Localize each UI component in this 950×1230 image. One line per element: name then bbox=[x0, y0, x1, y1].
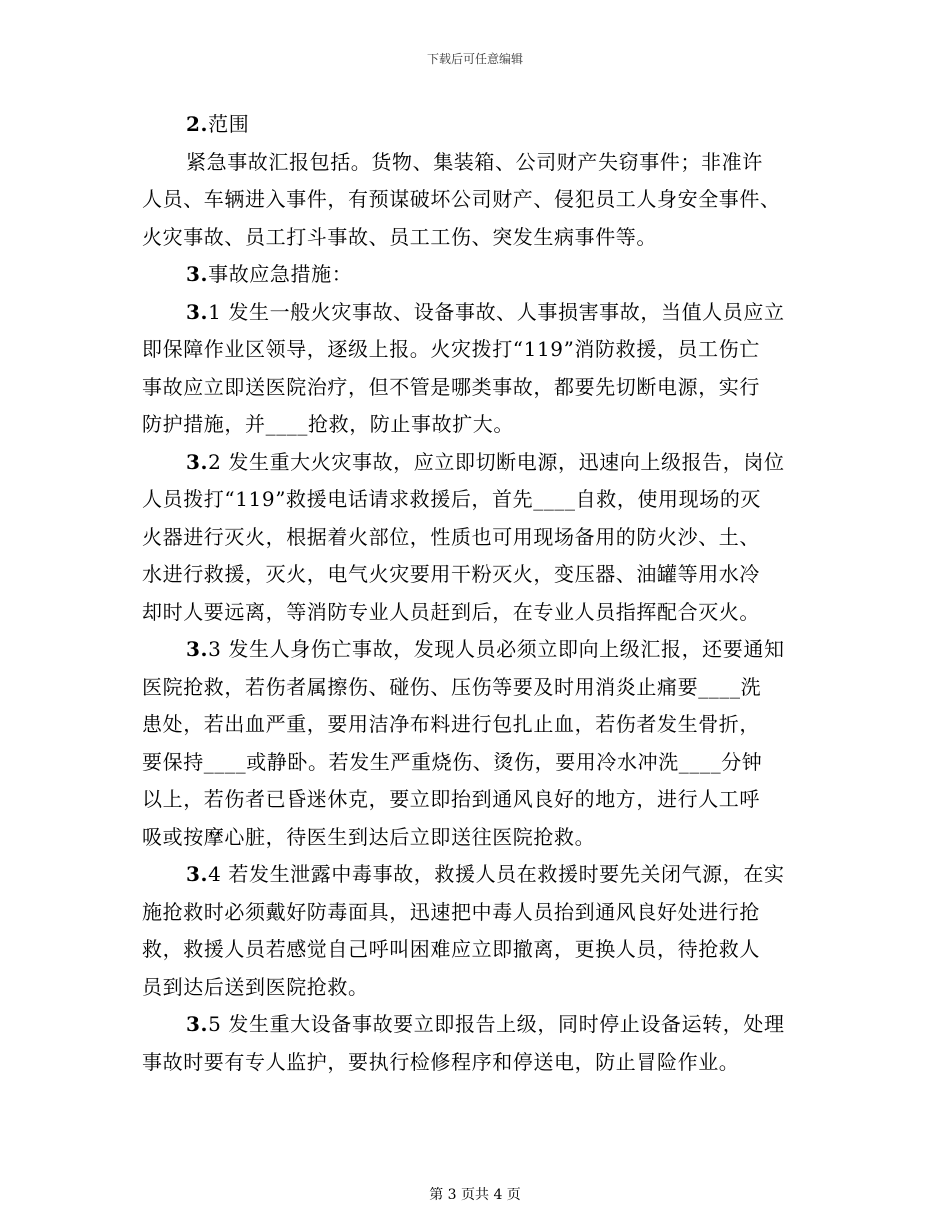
section-number: 3. bbox=[186, 862, 209, 886]
paragraph-line: 医院抢救，若伤者属擦伤、碰伤、压伤等要及时用消炎止痛要____洗 bbox=[142, 674, 762, 699]
paragraph-line: 人员、车辆进入事件，有预谋破坏公司财产、侵犯员工人身安全事件、 bbox=[142, 187, 781, 211]
paragraph-line: 火器进行灭火，根据着火部位，性质也可用现场备用的防火沙、土、 bbox=[142, 524, 760, 549]
paragraph-line: 即保障作业区领导，逐级上报。火灾拨打“119”消防救援，员工伤亡 bbox=[142, 337, 760, 361]
paragraph-line: 以上，若伤者已昏迷休克，要立即抬到通风良好的地方，进行人工呼 bbox=[142, 787, 760, 811]
section-number: 3. bbox=[186, 637, 209, 661]
page-footer-page-number: 第 3 页共 4 页 bbox=[429, 1187, 521, 1203]
section-number: 3. bbox=[186, 299, 209, 324]
section-title: 范围 bbox=[208, 112, 250, 136]
paragraph-line: 患处，若出血严重，要用洁净布料进行包扎止血，若伤者发生骨折， bbox=[142, 712, 760, 736]
subsection-3-2-line bbox=[142, 444, 812, 482]
section-heading-scope bbox=[142, 106, 812, 144]
paragraph-text: 3 发生人身伤亡事故，发现人员必须立即向上级汇报，还要通知 bbox=[208, 637, 785, 661]
paragraph-text: 4 若发生泄露中毒事故，救援人员在救援时要先关闭气源，在实 bbox=[208, 862, 785, 886]
paragraph-line: 水进行救援，灭火，电气火灾要用干粉灭火，变压器、油罐等用水冷 bbox=[142, 562, 760, 586]
paragraph-line: 紧急事故汇报包括。货物、集装箱、公司财产失窃事件；非准许 bbox=[186, 149, 763, 174]
paragraph-line: 火灾事故、员工打斗事故、员工工伤、突发生病事件等。 bbox=[142, 224, 657, 249]
subsection-3-1-line bbox=[142, 294, 812, 332]
paragraph-text: 5 发生重大设备事故要立即报告上级，同时停止设备运转，处理 bbox=[208, 1012, 785, 1036]
paragraph-line: 防护措施，并____抢救，防止事故扩大。 bbox=[142, 412, 514, 436]
subsection-3-4-line bbox=[142, 856, 812, 894]
paragraph-text: 1 发生一般火灾事故、设备事故、人事损害事故，当值人员应立 bbox=[208, 299, 785, 324]
subsection-3-3-line bbox=[142, 631, 812, 669]
paragraph-line: 员到达后送到医院抢救。 bbox=[142, 974, 369, 999]
document-body bbox=[142, 106, 812, 1081]
section-number: 3. bbox=[186, 262, 209, 286]
paragraph-line: 事故时要有专人监护，要执行检修程序和停送电，防止冒险作业。 bbox=[142, 1049, 740, 1074]
paragraph-line: 人员拨打“119”救援电话请求救援后，首先____自救，使用现场的灭 bbox=[142, 487, 762, 511]
page-header: 下载后可任意编辑 bbox=[426, 52, 523, 66]
paragraph-line: 事故应立即送医院治疗，但不管是哪类事故，都要先切断电源，实行 bbox=[142, 374, 760, 399]
paragraph-line: 施抢救时必须戴好防毒面具，迅速把中毒人员抬到通风良好处进行抢 bbox=[142, 899, 760, 924]
paragraph-line: 救，救援人员若感觉自己呼叫困难应立即撤离，更换人员，待抢救人 bbox=[142, 937, 760, 961]
section-number: 3. bbox=[186, 449, 209, 474]
subsection-3-5-line bbox=[142, 1006, 812, 1044]
paragraph-text: 2 发生重大火灾事故，应立即切断电源，迅速向上级报告，岗位 bbox=[208, 449, 785, 474]
paragraph-line: 吸或按摩心脏，待医生到达后立即送往医院抢救。 bbox=[142, 824, 596, 849]
section-title: 事故应急措施： bbox=[208, 262, 353, 286]
section-number: 3. bbox=[186, 1012, 209, 1036]
paragraph-line: 要保持____或静卧。若发生严重烧伤、烫伤，要用冷水冲洗____分钟 bbox=[142, 749, 763, 774]
section-heading-measures bbox=[142, 256, 812, 294]
paragraph-line: 却时人要远离，等消防专业人员赶到后，在专业人员指挥配合灭火。 bbox=[142, 599, 760, 624]
section-number: 2. bbox=[186, 112, 209, 136]
